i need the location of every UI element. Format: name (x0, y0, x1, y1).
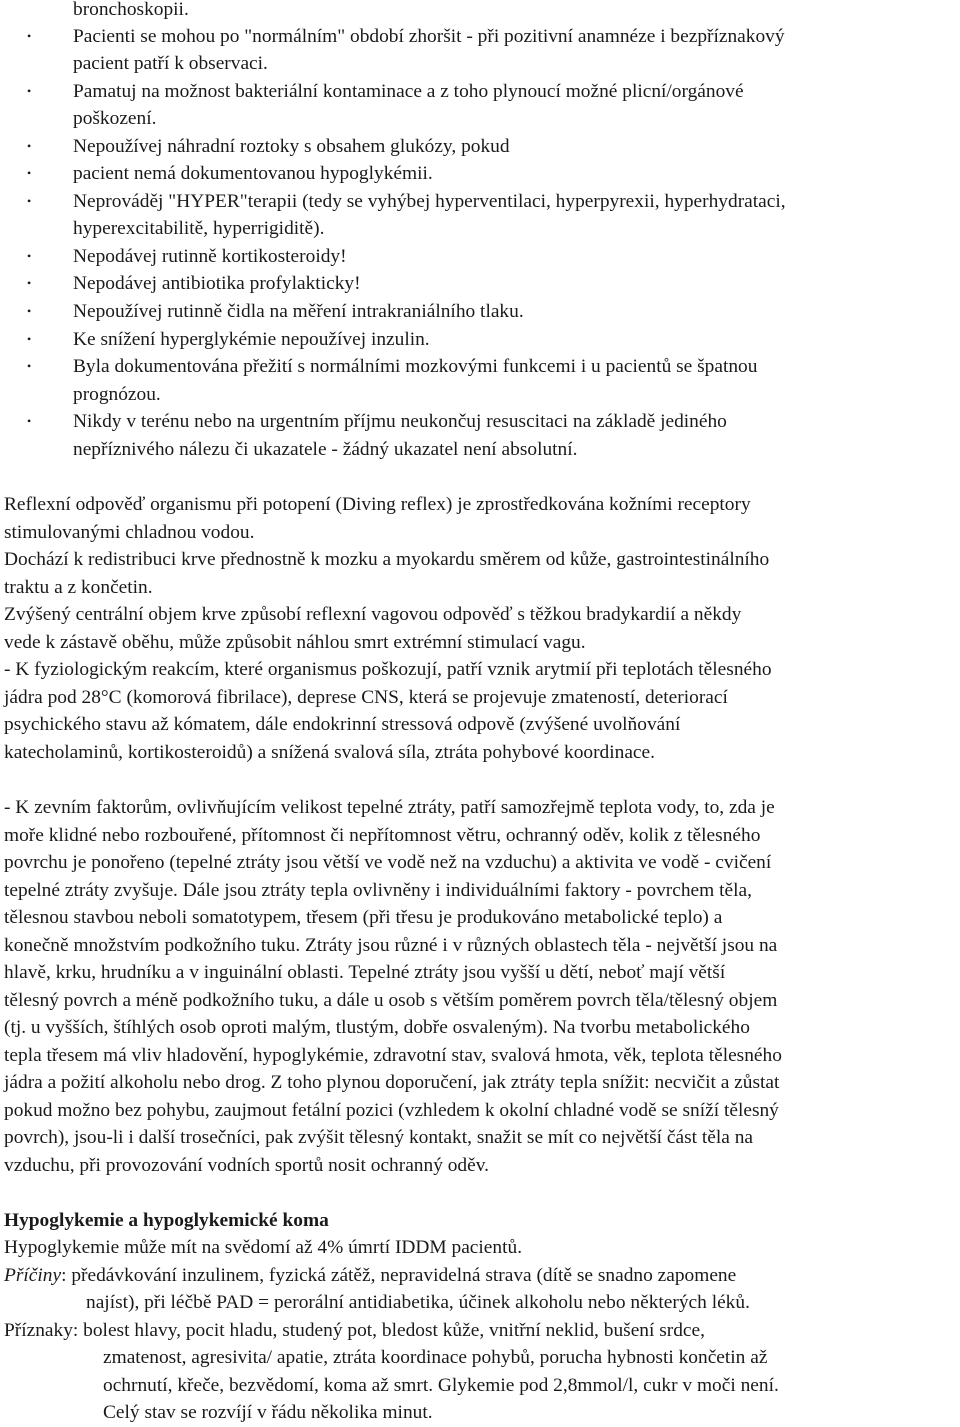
text-line: vede k zástavě oběhu, může způsobit náhlou smrt extrémní stimulací vagu. (4, 632, 586, 653)
list-line: hyperexcitabilitě, hyperrigiditě). (73, 218, 325, 239)
section-heading: Hypoglykemie a hypoglykemické koma (4, 1210, 329, 1231)
list-line: bronchoskopii. (73, 0, 189, 20)
causes-text: : předávkování inzulinem, fyzická zátěž, nepravidelná strava (dítě se snadno zapomene (61, 1265, 737, 1286)
text-line: hlavě, krku, hrudníku a v inguinální oblasti. Tepelné ztráty jsou vyšší u dětí, neboť mají větší (4, 962, 726, 983)
list-item: Nepoužívej rutinně čidla na měření intrakraniálního tlaku. (73, 301, 524, 322)
text-line: povrchu je ponořeno (tepelné ztráty jsou větší ve vodě než na vzduchu) a aktivita ve vodě - cvičení (4, 852, 772, 873)
text-line: tělesný povrch a méně podkožního tuku, a dále u osob s větším poměrem povrch těla/tělesný objem (4, 990, 778, 1011)
text-line: tepelné ztráty zvyšuje. Dále jsou ztráty tepla ovlivněny i individuálními faktory - povrchem těla, (4, 880, 752, 901)
text-line: pokud možno bez pohybu, zaujmout fetální pozici (vzhledem k okolní chladné vodě se sníží tělesný (4, 1100, 779, 1121)
text-line: Zvýšený centrální objem krve způsobí reflexní vagovou odpověď s těžkou bradykardií a někdy (4, 604, 742, 625)
list-item: Neprováděj "HYPER"terapii (tedy se vyhýbej hyperventilaci, hyperpyrexii, hyperhydrataci, (73, 191, 786, 212)
text-line: vzduchu, při provozování vodních sportů nosit ochranný oděv. (4, 1155, 490, 1176)
list-item: Byla dokumentována přežití s normálními mozkovými funkcemi i u pacientů se špatnou (73, 356, 758, 377)
text-line: moře klidné nebo rozbouřené, přítomnost či nepřítomnost větru, ochranný oděv, kolik z tělesného (4, 825, 761, 846)
text-line: jádra pod 28°C (komorová fibrilace), deprese CNS, která se projevuje zmateností, deteriorací (4, 687, 728, 708)
bullet-icon: • (27, 194, 32, 208)
bullet-icon: • (27, 139, 32, 153)
bullet-icon: • (27, 304, 32, 318)
causes-line (4, 1262, 736, 1290)
list-item: Nikdy v terénu nebo na urgentním příjmu neukončuj resuscitaci na základě jediného (73, 411, 727, 432)
text-line: traktu a z končetin. (4, 577, 153, 598)
text-line: najíst), při léčbě PAD = perorální antidiabetika, účinek alkoholu nebo některých léků. (86, 1292, 750, 1313)
text-line: katecholaminů, kortikosteroidů) a snížená svalová síla, ztráta pohybové koordinace. (4, 742, 655, 763)
text-line: konečně množstvím podkožního tuku. Ztráty jsou různé i v různých oblastech těla - největší jsou na (4, 935, 778, 956)
text-line: stimulovanými chladnou vodou. (4, 522, 255, 543)
bullet-icon: • (27, 414, 32, 428)
text-line: Reflexní odpověď organismu při potopení (Diving reflex) je zprostředkována kožními receptory (4, 494, 751, 515)
list-line: prognózou. (73, 384, 161, 405)
text-line: povrch), jsou-li i další trosečníci, pak zvýšit tělesný kontakt, snažit se mít co největší část těla na (4, 1127, 754, 1148)
bullet-icon: • (27, 29, 32, 43)
text-line: Celý stav se rozvíjí v řádu několika minut. (103, 1402, 433, 1423)
bullet-icon: • (27, 84, 32, 98)
text-line: ochrnutí, křeče, bezvědomí, koma až smrt. Glykemie pod 2,8mmol/l, cukr v moči není. (103, 1375, 779, 1396)
list-item: Ke snížení hyperglykémie nepoužívej inzulin. (73, 329, 430, 350)
text-line: (tj. u vyšších, štíhlých osob oproti malým, tlustým, dobře osvaleným). Na tvorbu metabolického (4, 1017, 750, 1038)
text-line: tepla třesem má vliv hladovění, hypoglykémie, zdravotní stav, svalová hmota, věk, teplota tělesného (4, 1045, 782, 1066)
list-line: nepříznivého nálezu či ukazatele - žádný ukazatel není absolutní. (73, 439, 578, 460)
list-item: Nepodávej antibiotika profylakticky! (73, 273, 361, 294)
bullet-icon: • (27, 359, 32, 373)
bullet-icon: • (27, 332, 32, 346)
bullet-icon: • (27, 249, 32, 263)
list-item: Pamatuj na možnost bakteriální kontaminace a z toho plynoucí možné plicní/orgánové (73, 81, 744, 102)
bullet-icon: • (27, 276, 32, 290)
text-line: psychického stavu až kómatem, dále endokrinní stressová odpově (zvýšené uvolňování (4, 714, 681, 735)
text-line: - K zevním faktorům, ovlivňujícím velikost tepelné ztráty, patří samozřejmě teplota vody, to, zda je (4, 797, 775, 818)
bullet-icon: • (27, 166, 32, 180)
list-line: pacient patří k observaci. (73, 53, 268, 74)
symptoms-line: Příznaky: bolest hlavy, pocit hladu, studený pot, bledost kůže, vnitřní neklid, bušení srdce, (4, 1320, 705, 1341)
text-line: zmatenost, agresivita/ apatie, ztráta koordinace pohybů, porucha hybnosti končetin až (103, 1347, 768, 1368)
text-line: Hypoglykemie může mít na svědomí až 4% úmrtí IDDM pacientů. (4, 1237, 523, 1258)
causes-label: Příčiny (4, 1265, 62, 1286)
list-line: pacient nemá dokumentovanou hypoglykémii. (73, 163, 433, 184)
text-line: Dochází k redistribuci krve přednostně k mozku a myokardu směrem od kůže, gastrointestinálního (4, 549, 770, 570)
text-line: tělesnou stavbou neboli somatotypem, třesem (při třesu je produkováno metabolické teplo) a (4, 907, 723, 928)
list-item: Pacienti se mohou po "normálním" období zhoršit - při pozitivní anamnéze i bezpříznakový (73, 26, 785, 47)
list-item: Nepoužívej náhradní roztoky s obsahem glukózy, pokud (73, 136, 510, 157)
list-item: Nepodávej rutinně kortikosteroidy! (73, 246, 347, 267)
text-line: - K fyziologickým reakcím, které organismus poškozují, patří vznik arytmií při teplotách tělesného (4, 659, 772, 680)
text-line: jádra a požití alkoholu nebo drog. Z toho plynou doporučení, jak ztráty tepla snížit: necvičit a zůstat (4, 1072, 780, 1093)
list-line: poškození. (73, 108, 157, 129)
